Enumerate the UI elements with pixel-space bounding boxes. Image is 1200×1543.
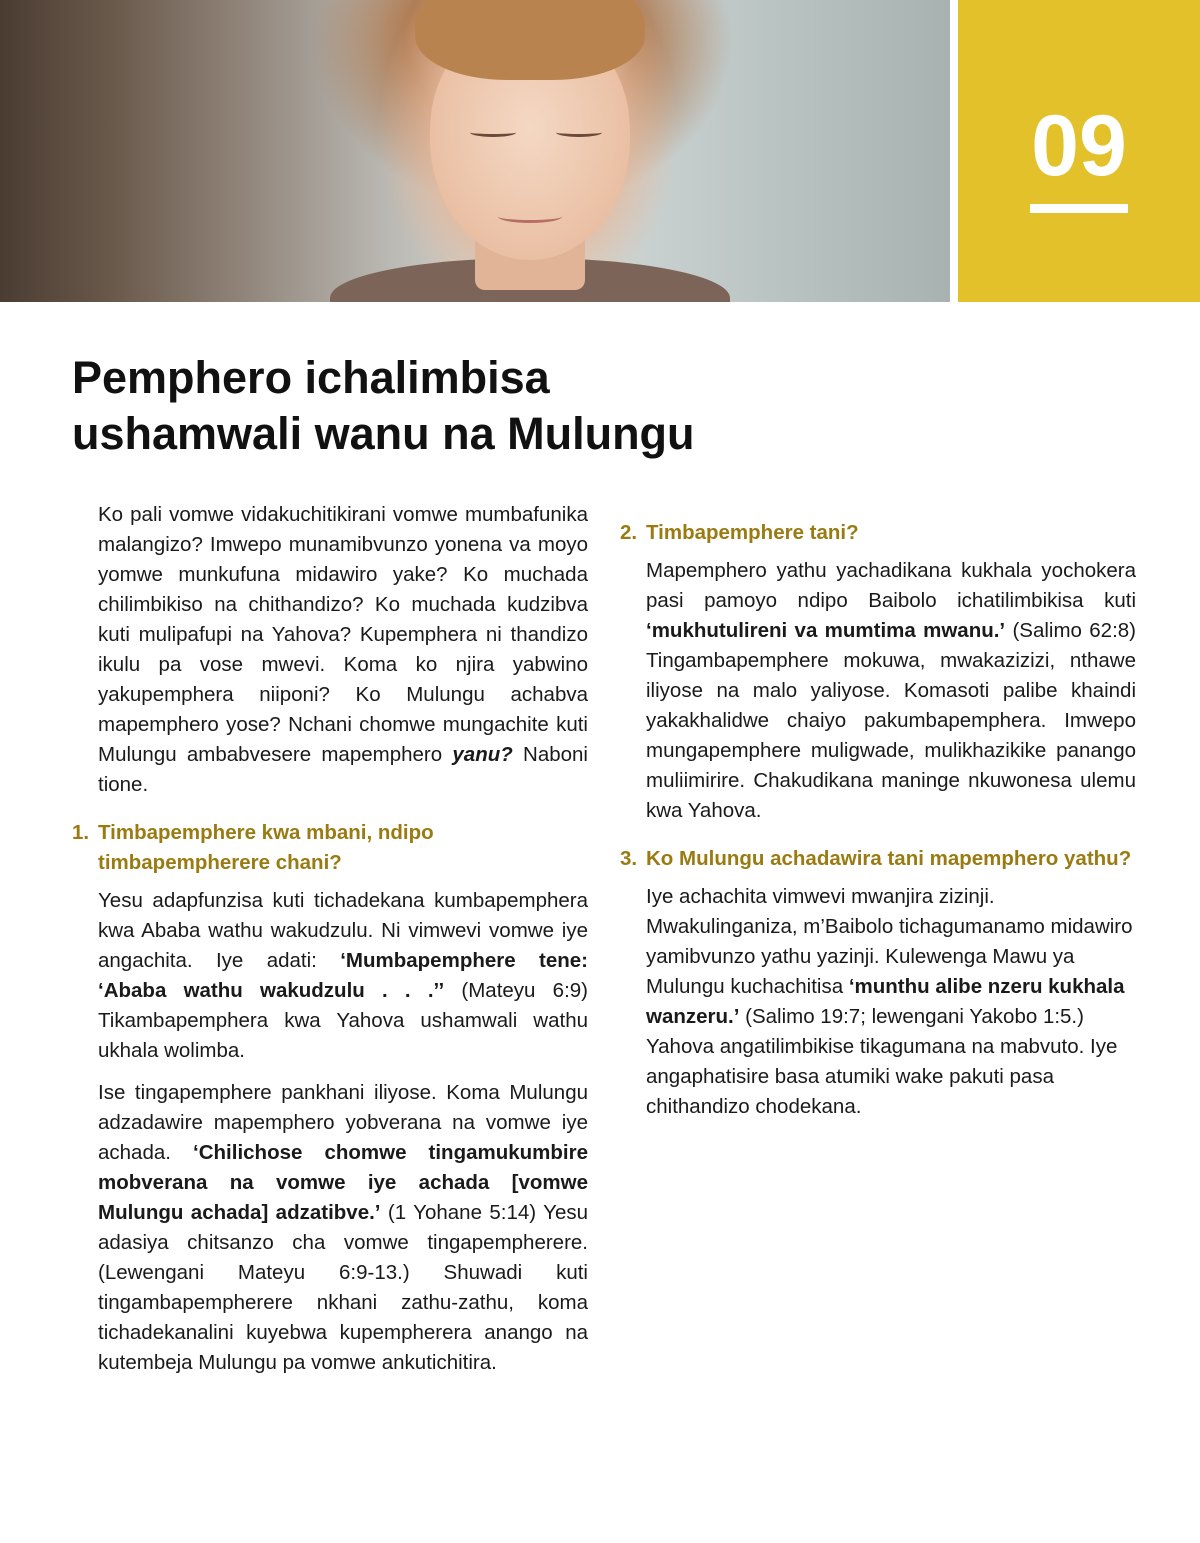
- right-column: [620, 500, 1136, 1134]
- intro-text: Ko pali vomwe vidakuchitikirani vomwe mumbafunika malangizo? Imwepo munamibvunzo yonena va moyo yomwe munkufuna midawiro yake? Ko muchada chilimbikiso na chithandizo? Ko muchada kudzibva kuti mulipafupi na Yahova? Kupemphera ni thandizo ikulu pa vose mwevi. Koma ko njira yabwino yakupemphera niiponi? Ko Mulungu achabva mapemphero yose? Nchani chomwe mungachite kuti Mulungu ambabvesere mapemphero: [98, 503, 588, 766]
- section-3-heading: [620, 844, 1136, 874]
- section-3-number: 3.: [620, 847, 638, 870]
- lesson-number-badge: [958, 0, 1200, 302]
- page-title: [72, 350, 972, 462]
- photo-mouth: [498, 210, 562, 223]
- intro-paragraph: [98, 500, 588, 800]
- section-2-paragraph: [646, 556, 1136, 826]
- page-title-line-2: ushamwali wanu na Mulungu: [72, 408, 695, 459]
- page-title-line-1: Pemphero ichalimbisa: [72, 352, 550, 403]
- lesson-number-underline: [1030, 204, 1128, 213]
- section-1-p2-ref: (1 Yohane 5:14) Yesu adasiya chitsanzo cha vomwe tingapempherere. (Lewengani Mateyu 6:9-13.) Shuwadi kuti tingambapempherere nkhani zathu-zathu, koma tichadekanalini kuyebwa kupempherera anango na kutembeja Mulungu pa vomwe ankutichitira.: [98, 1201, 589, 1374]
- photo-eye-right: [556, 128, 602, 137]
- section-2-heading-text: Timbapemphere tani?: [646, 521, 859, 544]
- section-1-heading: [72, 818, 588, 878]
- left-column: [72, 500, 589, 1390]
- section-1-paragraph-2: [98, 1078, 588, 1378]
- section-2-ref: (Salimo 62:8) Tingambapemphere mokuwa, mwakazizizi, nthawe iliyose na malo yaliyose. Komasoti palibe khaindi yakakhalidwe chaiyo pakumbapemphera. Imwepo mungapemphere muligwade, mulikhazikike panango muliimirire. Chakudikana maninge nkuwonesa ulemu kwa Yahova.: [646, 619, 1136, 822]
- section-2-heading: [620, 518, 1136, 548]
- section-2-number: 2.: [620, 521, 638, 544]
- section-3-ref: (Salimo 19:7; lewengani Yakobo 1:5.) Yahova angatilimbikise tikagumana na mabvuto. Iye angaphatisire basa atumiki wake pakuti pasa chithandizo chodekana.: [646, 1005, 1118, 1118]
- intro-emphasis: yanu?: [452, 743, 513, 766]
- section-2-text: Mapemphero yathu yachadikana kukhala yochokera pasi pamoyo ndipo Baibolo ichatilimbikisa kuti: [646, 559, 1136, 612]
- section-3-text: Iye achachita vimwevi mwanjira zizinji. Mwakulinganiza, m’Baibolo tichagumanamo midawiro yamibvunzo yathu yazinji. Kulewenga Mawu ya Mulungu kuchachitisa: [646, 885, 1133, 998]
- section-1-p1-ref: (Mateyu 6:9) Tikambapemphera kwa Yahova ushamwali wathu ukhala wolimba.: [98, 979, 588, 1062]
- section-1-number: 1.: [72, 821, 90, 844]
- hero-photo: [0, 0, 950, 302]
- photo-eye-left: [470, 128, 516, 137]
- section-1-p1-text: Yesu adapfunzisa kuti tichadekana kumbapemphera kwa Ababa wathu wakudzulu. Ni vimwevi vomwe iye angachita. Iye adati:: [98, 889, 588, 972]
- section-3-heading-text: Ko Mulungu achadawira tani mapemphero yathu?: [646, 847, 1132, 870]
- section-1-paragraph-1: [98, 886, 588, 1066]
- section-1-p1-quote: ‘Mumbapemphere tene: ‘Ababa wathu wakudzulu . . .’’: [98, 949, 588, 1002]
- section-2-quote: ‘mukhutulireni va mumtima mwanu.’: [646, 619, 1006, 642]
- section-1-heading-text: Timbapemphere kwa mbani, ndipo timbapempherere chani?: [98, 821, 434, 874]
- intro-tail: Naboni tione.: [98, 743, 588, 796]
- section-1-p2-quote: ‘Chilichose chomwe tingamukumbire mobverana na vomwe iye achada [vomwe Mulungu achada] adzatibve.’: [98, 1141, 589, 1224]
- lesson-number: 09: [1031, 98, 1127, 194]
- section-3-quote: ‘munthu alibe nzeru kukhala wanzeru.’: [646, 975, 1125, 1028]
- section-1-p2-text: Ise tingapemphere pankhani iliyose. Koma Mulungu adzadawire mapemphero yobverana na vomwe iye achada.: [98, 1081, 588, 1164]
- section-3-paragraph: [646, 882, 1136, 1122]
- photo-hair: [415, 0, 645, 80]
